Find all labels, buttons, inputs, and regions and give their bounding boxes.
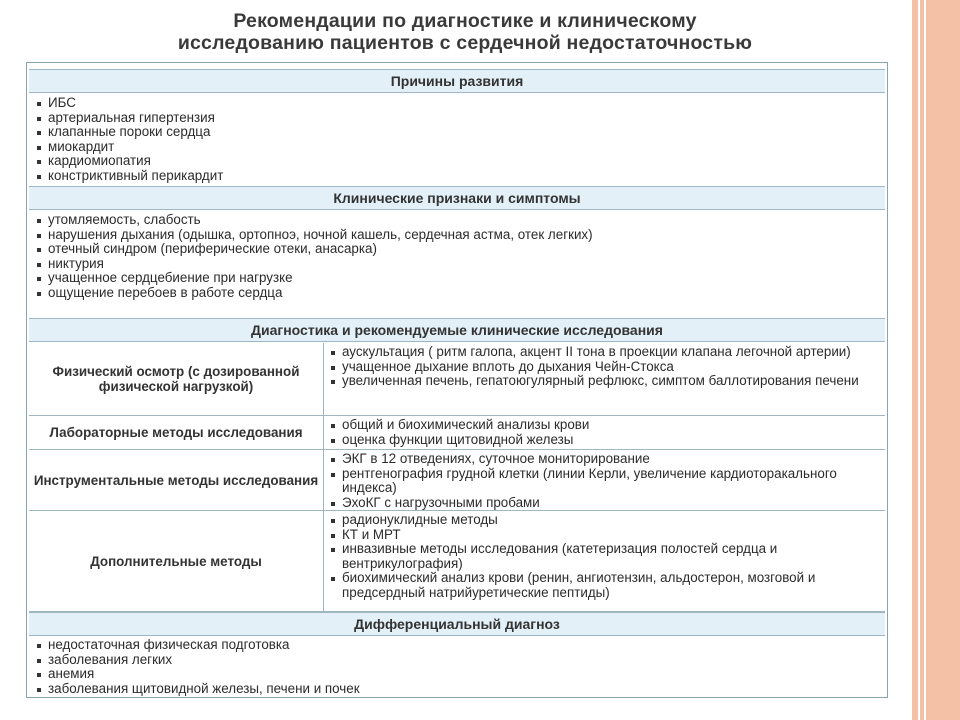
diagnostics-row-physical — [29, 343, 885, 416]
row-content — [329, 452, 881, 510]
list-item: радионуклидные методы — [329, 513, 881, 528]
list-item: миокардит — [35, 140, 879, 155]
additional-methods-list — [329, 513, 881, 601]
list-item: заболевания легких — [35, 653, 879, 668]
list-item: инвазивные методы исследования (катетеризация полостей сердца и вентрикулография) — [329, 542, 881, 571]
list-item: отечный синдром (периферические отеки, анасарка) — [35, 242, 879, 257]
list-item: констриктивный перикардит — [35, 169, 879, 184]
list-item: кардиомиопатия — [35, 154, 879, 169]
instrumental-list — [329, 452, 881, 510]
diagnostics-row-additional — [29, 511, 885, 612]
list-item: биохимический анализ крови (ренин, ангиотензин, альдостерон, мозговой и предсердный натрийуретические пептиды) — [329, 571, 881, 600]
list-item: ИБС — [35, 96, 879, 111]
list-item: клапанные пороки сердца — [35, 125, 879, 140]
row-label: Дополнительные методы — [29, 511, 324, 611]
row-label: Физический осмотр (с дозированной физической нагрузкой) — [29, 343, 324, 415]
list-item: никтурия — [35, 257, 879, 272]
list-item: увеличенная печень, гепатоюгулярный рефлюкс, симптом баллотирования печени — [329, 374, 881, 389]
laboratory-list — [329, 418, 881, 447]
section-header-diagnostics: Диагностика и рекомендуемые клинические исследования — [29, 318, 885, 342]
row-content — [329, 418, 881, 447]
list-item: общий и биохимический анализы крови — [329, 418, 881, 433]
list-item: нарушения дыхания (одышка, ортопноэ, ночной кашель, сердечная астма, отек легких) — [35, 228, 879, 243]
row-content — [329, 345, 881, 389]
diagnostics-row-laboratory — [29, 416, 885, 450]
row-content — [329, 513, 881, 601]
recommendations-table — [26, 62, 888, 698]
causes-list — [35, 96, 879, 184]
list-item: артериальная гипертензия — [35, 111, 879, 126]
list-item: КТ и МРТ — [329, 528, 881, 543]
row-label: Инструментальные методы исследования — [29, 450, 324, 510]
page-title — [40, 10, 890, 54]
list-item: ЭхоКГ с нагрузочными пробами — [329, 496, 881, 511]
list-item: аускультация ( ритм галопа, акцент II тона в проекции клапана легочной артерии) — [329, 345, 881, 360]
decorative-side-bar — [912, 0, 960, 720]
physical-exam-list — [329, 345, 881, 389]
row-label: Лабораторные методы исследования — [29, 416, 324, 449]
list-item: анемия — [35, 667, 879, 682]
list-item: утомляемость, слабость — [35, 213, 879, 228]
list-item: ЭКГ в 12 отведениях, суточное мониторирование — [329, 452, 881, 467]
section-header-causes: Причины развития — [29, 69, 885, 93]
list-item: рентгенография грудной клетки (линии Керли, увеличение кардиоторакального индекса) — [329, 467, 881, 496]
list-item: оценка функции щитовидной железы — [329, 433, 881, 448]
list-item: недостаточная физическая подготовка — [35, 638, 879, 653]
decorative-stripe — [918, 0, 920, 720]
list-item: учащенное дыхание вплоть до дыхания Чейн-Стокса — [329, 360, 881, 375]
list-item: ощущение перебоев в работе сердца — [35, 286, 879, 301]
list-item: учащенное сердцебиение при нагрузке — [35, 271, 879, 286]
diagnostics-row-instrumental — [29, 450, 885, 511]
symptoms-list — [35, 213, 879, 301]
title-line-1: Рекомендации по диагностике и клиническому — [233, 10, 697, 32]
section-header-symptoms: Клинические признаки и симптомы — [29, 186, 885, 210]
section-header-differential: Дифференциальный диагноз — [29, 612, 885, 636]
decorative-stripe — [924, 0, 926, 720]
title-line-2: исследованию пациентов с сердечной недостаточностью — [177, 32, 753, 54]
differential-list — [35, 638, 879, 696]
list-item: заболевания щитовидной железы, печени и почек — [35, 682, 879, 697]
